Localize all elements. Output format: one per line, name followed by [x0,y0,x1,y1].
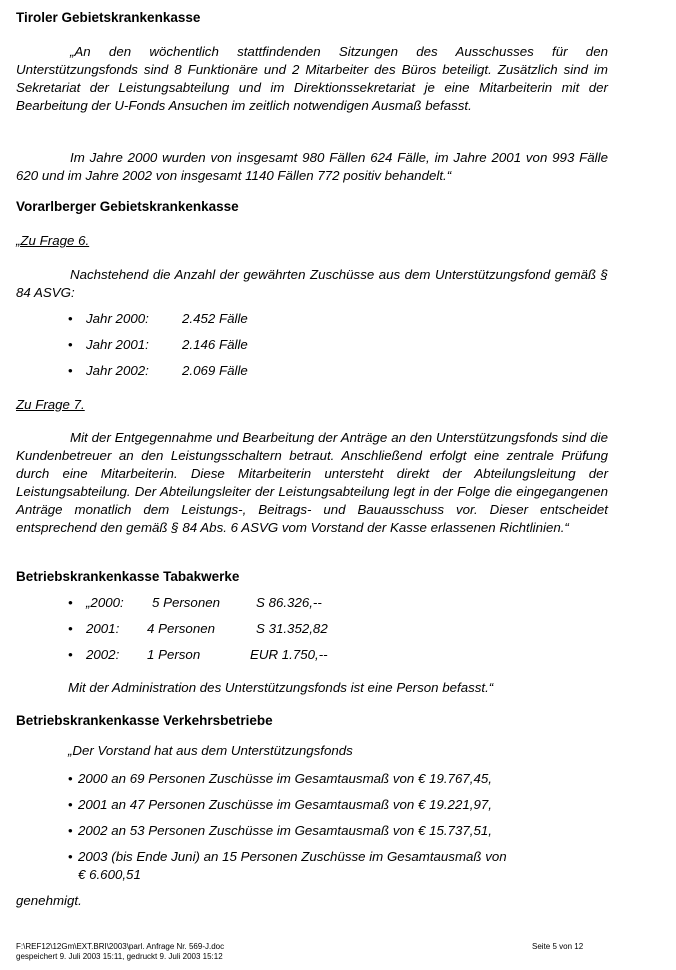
question-6-label: „Zu Frage 6. [16,233,90,248]
year-cell: 2002: [86,647,120,662]
question-6-text: Nachstehend die Anzahl der gewährten Zuschüsse aus dem Unterstützungsfond gemäß § 84 ASVG: [16,267,608,300]
list-item-continuation: € 6.600,51 [78,867,141,882]
bullet-icon: • [68,595,73,610]
heading-tabakwerke: Betriebskrankenkasse Tabakwerke [16,569,240,584]
closing-text: genehmigt. [16,893,82,908]
tirol-paragraph-1: „An den wöchentlich stattfindenden Sitzungen des Ausschusses für den Unterstützungsfonds sind 8 Funktionäre und 2 Mitarbeiter des Büros beteiligt. Zusätzlich sind im Sekretariat der Leistungsabteilung und im Direktionssekretariat je eine Mitarbeiterin mit der Bearbeitung der U-Fonds Ansuchen im zeitlich notwendigen Ausmaß befasst. [16,44,608,113]
year-cell: „2000: [86,595,124,610]
persons-cell: 4 Personen [147,621,216,636]
question-7-text: Mit der Entgegennahme und Bearbeitung der Anträge an den Unterstützungsfonds sind die Kundenbetreuer an den Leistungsschaltern betraut. Anschließend erfolgt eine zentrale Prüfung durch eine Mitarbeiterin. Diese Mitarbeiterin untersteht direkt der Abteilungsleitung der Leistungsabteilung. Der Abteilungsleiter der Leistungsabteilung legt in der Folge die eingegangenen Anträge monatlich dem Leistungs-, Beitrags- und Bauausschuss vor. Dieser entscheidet entsprechend den gemäß § 84 Abs. 6 ASVG vom Vorstand der Kasse erlassenen Richtlinien.“ [16,430,608,535]
list-item: • Jahr 2000: 2.452 Fälle [68,311,248,326]
amount-cell: EUR 1.750,-- [250,647,328,662]
heading-verkehrsbetriebe: Betriebskrankenkasse Verkehrsbetriebe [16,713,273,728]
list-item: • Jahr 2002: 2.069 Fälle [68,363,248,378]
persons-cell: 1 Person [147,647,201,662]
list-item: • 2001 an 47 Personen Zuschüsse im Gesamtausmaß von € 19.221,97, [68,797,492,812]
list-item: • 2002 an 53 Personen Zuschüsse im Gesamtausmaß von € 15.737,51, [68,823,492,838]
year-cell: 2001: [86,621,120,636]
tabakwerke-note: Mit der Administration des Unterstützungsfonds ist eine Person befasst.“ [68,680,494,695]
bullet-icon: • [68,311,73,326]
bullet-icon: • [68,337,73,352]
verkehrsbetriebe-intro: „Der Vorstand hat aus dem Unterstützungsfonds [68,743,353,758]
list-item: • Jahr 2001: 2.146 Fälle [68,337,248,352]
heading-vorarlberg: Vorarlberger Gebietskrankenkasse [16,199,239,214]
amount-cell: S 31.352,82 [256,621,328,636]
bullet-icon: • [68,647,73,662]
list-item: • 2003 (bis Ende Juni) an 15 Personen Zuschüsse im Gesamtausmaß von [68,849,507,864]
footer-saved-printed: gespeichert 9. Juli 2003 15:11, gedruckt 9. Juli 2003 15:12 [16,952,223,961]
heading-tirol: Tiroler Gebietskrankenkasse [16,10,201,25]
bullet-icon: • [68,797,73,812]
list-item: • 2000 an 69 Personen Zuschüsse im Gesamtausmaß von € 19.767,45, [68,771,492,786]
bullet-icon: • [68,771,73,786]
bullet-icon: • [68,363,73,378]
question-7-label: Zu Frage 7. [16,397,85,412]
amount-cell: S 86.326,-- [256,595,322,610]
footer-page-number: Seite 5 von 12 [532,942,584,951]
bullet-icon: • [68,621,73,636]
bullet-icon: • [68,823,73,838]
footer-file-path: F:\REF12\12Gm\EXT.BRI\2003\parl. Anfrage Nr. 569-J.doc [16,942,225,951]
bullet-icon: • [68,849,73,864]
tirol-paragraph-2: Im Jahre 2000 wurden von insgesamt 980 Fällen 624 Fälle, im Jahre 2001 von 993 Fälle 620 und im Jahre 2002 von insgesamt 1140 Fällen 772 positiv behandelt.“ [16,150,608,183]
persons-cell: 5 Personen [152,595,221,610]
